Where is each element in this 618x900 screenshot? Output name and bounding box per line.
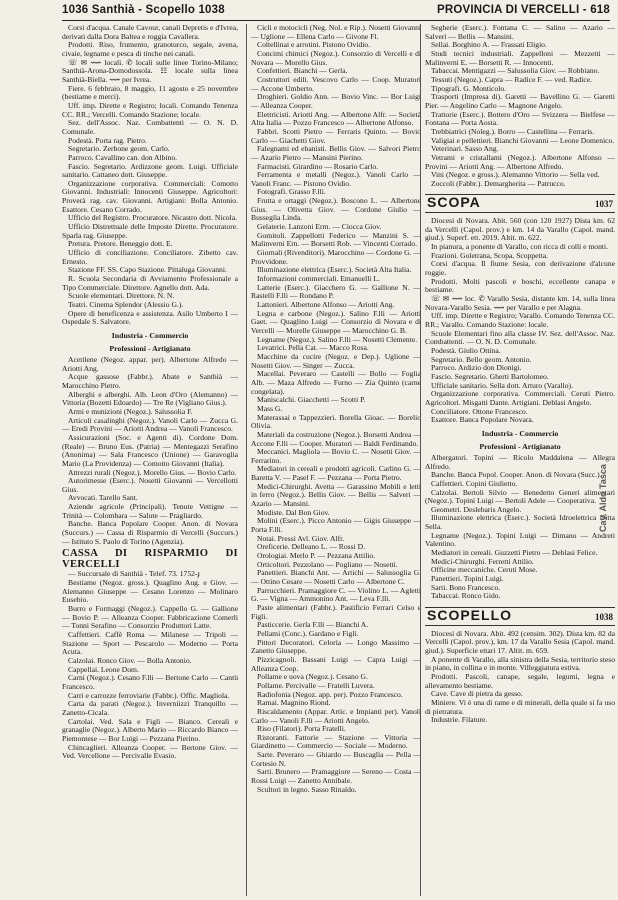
directory-entry: Sellai. Borghino A. — Frassati Eligio. [431,40,547,50]
directory-entry: Trattorie (Eserc.). Bottero d'Oro — Svizzera — Bielfese — Fontana — Porta Aosta. [425,109,615,128]
directory-entry: Tabaccai. Mentigazzi — Salussolia Giov. — Robbiano. [431,66,600,76]
directory-entry: Autorimesse (Eserc.). Nosetti Giovanni — Vercellotti Gius. [62,476,238,494]
directory-entry: Legname (Negoz.). Topini Luigi — Dimano — Andreti Valentino. [425,530,615,549]
directory-entry: Parroco. Ardizio don Dionigi. [431,363,522,373]
directory-entry: — Succursale di Santhià - Telef. 73. 1752-ɟ [68,569,200,579]
directory-entry: Riscaldamento (Appar. Artic. e Impianti per). Vanoli Carlo — Vanoli F.lli — Ariotti Angelo. [251,706,421,725]
directory-entry: Molini (Eserc.). Picco Antonio — Gigis Giuseppe — Porta F.lli. [251,516,421,535]
scopello-body [425,630,615,725]
directory-entry: Tipografi. G. Monticolo. [431,83,507,93]
directory-entry: Fiere. 6 febbraio, 8 maggio, 11 agosto e 25 novembre (bestiame e merci). [62,83,238,102]
directory-entry: Aziende agricole (Principali). Tenute Vettigne — Trinità — Colombara — Salute — Pragliardo. [62,502,238,520]
directory-entry: Segretario. Bello geom. Antonio. [431,354,532,364]
directory-entry: Parrucchieri. Pramaggiore C. — Violino L. — Agletti G. — Vigna — Ammonino Ant. — Leva F.lli. [251,585,421,604]
directory-entry: Conciliatore. Ottone Francesco. [431,406,528,416]
directory-entry: Teatri. Cinema Splendor (Alessio G.). [68,300,184,309]
directory-entry: Orologiai. Merlo P. — Pezzana Attilio. [257,551,376,561]
directory-entry: In pianura, a ponente di Varallo, con ricca di colli e monti. [431,242,608,252]
directory-entry: Panettieri. Topini Luigi. [431,574,504,584]
directory-entry: Pasticcerie. Gerla F.lli — Bianchi A. [257,620,369,630]
section-heading: Industria - Commercio [481,428,559,438]
directory-entry: Meccanici. Magliola — Bovio C. — Nosetti Giov. — Ferrarino. [251,447,421,465]
directory-entry: Frazioni. Goletrana, Scopa, Scoppetta. [431,250,549,260]
directory-entry: Costruttori edili. Vescovo Carlo — Coop. Muratori — Accone Umberto. [251,74,421,93]
directory-entry: Acque gassose (Fabbr.). Abate e Santhià — Marocchino Pietro. [62,372,238,390]
directory-entry: Valigiai e pellettieri. Bianchi Giovanni — Leone Domenico. [431,135,615,145]
directory-entry: Chincaglieri. Alleanza Cooper. — Bertone Giov. — Ved. Vercellone — Percivalle Evasio. [62,742,238,761]
section-heading: Industria - Commercio [111,330,189,340]
directory-entry: Burro e Formaggi (Negoz.). Cappello G. — Gallione — Bovio P. — Alleanza Cooper. Fabbricazione Comerli — Tonni Serafino — Consorzio Produttori Latte. [62,604,238,631]
directory-entry: Confettieri. Bianchi — Gerla. [257,66,348,76]
directory-entry: Droghieri. Goldio Ann. — Bovio Vinc. — Bor Luigi — Alleanza Cooper. [251,92,421,110]
directory-entry: Mediatori in cereali e prodotti agricoli. Carlino G. — Baretta V. — Pasel F. — Pezzana — Porta Pietro. [251,464,421,483]
directory-entry: Informazioni commerciali. Emanuelli L. [257,274,380,284]
directory-entry: Concimi chimici (Negoz.). Consorzio di Vercelli e di Novara — Morello Gius. [251,48,421,67]
directory-entry: Ferramenta e metalli (Negoz.). Vanoli Carlo — Vanoli Franc. — Pistono Ovidio. [251,170,421,188]
town-title-scopa: SCOPA [427,194,481,211]
column-3-list [425,24,615,188]
directory-entry: Banche. Banca Popolare Cooper. Anon. di Novara (Succurs.) — Cassa di Risparmio di Vercelli (Succurs.) — Istituto S. Paolo di Torino (Agenzia). [62,519,238,546]
directory-entry: Medici-Chirurghi. Ferretti Attilio. [431,556,534,566]
directory-entry: Macchine da cucire (Negoz. e Dep.). Uglione — Nosetti Giov. — Singer — Zucca. [251,351,421,370]
scopello-title-box [425,607,615,626]
directory-entry: Ristoranti. Fattorie — Stazione — Vittoria — Giardinetto — Commercio — Sociale — Moderno. [251,732,421,751]
directory-entry: Gelaterie. Lanzoni Erm. — Ciocca Giov. [257,222,382,232]
directory-entry: Studi tecnici industriali. Zappelloni — Mezzetti — Malinverni E. — Borsetti R. — Innocenti. [425,48,615,67]
directory-entry: Radiofonia (Negoz. app. per). Pozzo Francesco. [257,689,403,699]
scopa-list [425,454,615,601]
column-1 [62,24,238,896]
directory-entry: Cave. Cave di pietra da gesso. [431,689,523,699]
directory-entry: Frutta e ortaggi (Negoz.). Boscono L. — Albertone Gius. — Olivetta Giov. — Cordone Giulio — Busseglia Linda. [251,196,421,223]
directory-entry: ☏ ✉ ⟿ loc. ✆ Varallo Sesia, distante km. 14, sulla linea Novara-Varallo Sesia. ⟿ per Varallo e per Alagna. [425,294,615,312]
directory-entry: Vini (Negoz. e gross.). Alemanno Vittorio — Sella ved. [431,170,600,180]
directory-entry: Diocesi di Novara. Abit. 560 (con 120 1927) Dista km. 62 da Vercelli (Capol. prov.) e km. 14 da Varallo (Capol. mand. giud.). Superf. ett. 2019. Altit. m. 622. [425,216,615,243]
town-title-scopello: SCOPELLO [427,607,513,624]
scopa-body [425,217,615,425]
directory-entry: Fotografi. Grasso F.lli. [257,187,326,197]
directory-entry: Trebbiatrici (Noleg.). Borro — Castellina — Ferraris. [431,126,595,136]
directory-entry: Legname (Negoz.). Salino F.lli — Nosetti Clemente. [257,334,418,344]
directory-entry: Caffettieri. Copini Giulietto. [431,478,518,488]
directory-entry: Carri e carrozze ferroviarie (Fabbr.). Offic. Magliola. [68,690,230,700]
directory-entry: Sez. dell'Assoc. Naz. Combattenti — O. N. D. Comunale. [62,118,238,136]
directory-entry: Assicurazioni (Soc. e Agenti di). Cordone Dom. (Reale) — Bruno Eus. (Patria) — Mentegazzi Serafino (Anonima) — Sala Francesco (Unione) — Garavoglia Mario (La Providenza) — Comotto Giovanni (Italia). [62,432,238,468]
directory-entry: Pollame e uova (Negoz.). Cesano G. [257,672,368,682]
directory-entry: Corsi d'acqua. Canale Cavour, canali Depretis e d'Ivrea, derivati dalla Dora Baltea e roggia Cavallera. [62,24,238,41]
directory-entry: Pollame. Percivalle — Fratelli Luvera. [257,680,375,690]
directory-entry: Pellami (Conc.). Gardano e Figli. [257,628,359,638]
directory-entry: Geometri. Deslebaris Angelo. [431,504,522,514]
directory-entry: Cartolai. Ved. Sala e Figli — Bianco. Cereali e granaglie (Negoz.). Alberto Mario — Riccardo Bianco — Piemontese — Bor Luigi — Pezzana Pierino. [62,716,238,743]
scopa-title-box [425,194,615,213]
directory-entry: Organizzazione corporativa. Commerciali: Comotto Giovanni. Industriali: Innocenti Giuseppe. Agricoltori: Proverà rag. cav. Giovanni. Artigiani: Bolla Antonio. Esattore. Cesano Corrado. [62,178,238,214]
directory-entry: Ufficiale sanitario. Sella dott. Arturo (Varallo). [431,380,573,390]
directory-entry: Uff. imp. Dirette e Registro; Varallo. Comando Tenenza CC. RR.; Varallo. Comando Stazione: locale. [425,311,615,329]
directory-entry: Paste alimentari (Fabbr.). Pastificio Ferrari Celso e Figli. [251,602,421,621]
directory-entry: Pretura. Pretore. Beneggio dott. E. [68,239,173,249]
directory-entry: Notai. Pressi Avl. Giov. Alfr. [257,533,345,543]
column-3 [420,24,615,896]
directory-entry: Falegnami ed ebanisti. Bellis Giov. — Salvori Pietro — Azario Pietro — Mansini Pierino. [251,144,421,162]
directory-entry: Elettricisti. Ariotti Ang. — Albertone Alfr. — Società Alta Italia — Pozzo Francesco — Albertone Alfonso. [251,109,421,128]
directory-entry: Prodotti. Pascoli, canape, segale, legumi, legna e allevamento bestiame. [425,671,615,690]
directory-entry: Legna e carbone (Negoz.). Salino F.lli — Ariotti Gaet. — Quaglino Luigi — Consorzio di Novara e di Vercelli — Morelle Giuseppe — Marocchino G. B. [251,308,421,335]
directory-entry: ☏ ✉ ⟿ locali. ✆ locali sulle linee Torino-Milano; Santhià-Arona-Domodossola. ☷ locale sulla linea Santhià-Biella. ⟿ per Ivrea. [62,57,238,84]
directory-entry: Ufficio Distrettuale delle Imposte Dirette. Procuratore. Sparla rag. Giuseppe. [62,222,238,240]
directory-entry: Materassai e Tappezzieri. Borella Gioac. — Borelio Olivia. [251,412,421,431]
directory-entry: Scuole elementari. Direttore. N. N. [68,291,175,301]
directory-entry: Parroco. Cavallino can. don Albino. [68,152,178,162]
page-header [62,4,610,21]
directory-entry: Attrezzi rurali (Negoz.). Morello Gius. — Bovio Carlo. [68,467,237,477]
directory-entry: Tessuti (Negoz.). Capra — Radice F. — ved. Radice. [431,74,593,84]
directory-entry: Alberghi e alberghi. Alb. Leon d'Oro (Alemanno) — Vittoria (Bozetti Edoardo) — Tre Re (Vigliano Gius.). [62,389,238,408]
header-right: PROVINCIA DI VERCELLI - 618 [436,4,610,16]
directory-entry: Industrie. Filature. [431,715,488,725]
directory-entry: Illuminazione elettrica (Eserc.). Società Idroelettrica Ditta Sella. [425,513,615,532]
directory-entry: Illuminazione elettrica (Eserc.). Società Alta Italia. [257,265,412,275]
directory-entry: Podestà. Porta rag. Pietro. [68,135,147,145]
directory-entry: Prodotti. Riso, frumento, granoturco, segale, avena, civaie, legname e pesca di tinche nei canali. [62,40,238,58]
margin-stamp: Cav. Aldo Tasca [598,464,608,532]
directory-entry: Modiste. Dal Bon Giov. [257,507,330,517]
directory-entry: Carta da parati (Negoz.). Inverniizzi Tranquillo — Zanetto-Cicala. [62,699,238,717]
directory-entry: Trasporti (Impresa di). Garetti — Bavellino G. — Garetti Pier. — Angelino Carlo — Magnone Angelo. [425,92,615,110]
directory-entry: Avvocati. Tarello Sant. [68,493,138,503]
directory-entry: Esattore. Banca Popolare Novara. [431,415,534,425]
directory-entry: Calzolai. Ronco Giov. — Bolla Antonio. [68,655,192,665]
directory-entry: Uff. imp. Dirette e Registro; locali. Comando Tenenza CC. RR.; Vercelli. Comando Stazione; locale. [62,100,238,119]
town-number-scopa: 1037 [595,199,613,210]
directory-entry: Organizzazione corporativa. Commerciali. Ceruti Pietro. Agricoltori. Misgatti Dante. Artigiani. Deblasi Angelo. [425,389,615,407]
directory-entry: Latterie (Eserc.). Giacchero G. — Gallione N. — Rastelli F.lli — Rondano P. [251,282,421,301]
section-heading: Professioni - Artigianato [479,441,561,451]
directory-entry: Ufficio di conciliazione. Conciliatore. Zibetto cav. Ernesto. [62,248,238,266]
directory-entry: Veterinari. Sasso Ang. [431,144,499,154]
directory-entry: Tabaccai. Ronco Gido. [431,591,501,601]
directory-entry: Caffettieri. Caffè Roma — Milanese — Tripoli — Stazione — Sport — Pescarolo — Moderno — Porta Acuta. [62,630,238,657]
directory-entry: Scuole Elementari fino alla classe IV. Sez. dell'Assoc. Naz. Combattenti. — O. N. D. Comunale. [425,328,615,347]
directory-entry: Riso (Filatori). Porta Fratelli. [257,724,346,734]
directory-entry: Fabbri. Scotti Pietro — Ferraris Quinto. — Bovio Carlo — Giachetti Giov. [251,126,421,145]
directory-entry: Giornali (Rivenditori). Marocchino — Cordone G. — Provvidone. [251,248,421,266]
directory-entry: Acetilene (Negoz. appar. per). Albertone Alfredo — Ariotti Ang. [62,354,238,373]
directory-entry: Corsi d'acqua. Il fiume Sesia, con derivazione d'alcune roggie. [425,259,615,278]
directory-entry: Stazione FF. SS. Capo Stazione. Pittaluga Giovanni. [68,265,227,275]
directory-entry: Prodotti. Molti pascoli e boschi, eccellente canapa e bestiame. [425,276,615,295]
directory-entry: Medici-Chirurghi. Avetta — Garassino Mobili e letti in ferro (Negoz.). Bellis Giov. — Bellis — Salveri — Azario — Mansini. [251,481,421,509]
directory-entry: Sarte. Peveraro — Ghiardo — Buscaglia — Pella — Cortesio N. [251,750,421,768]
column-2 [246,24,421,896]
directory-entry: Bestiame (Negoz. gross.). Quaglino Aug. e Giov. — Alemanno Giuseppe — Cesano Lorenzo — Molinaro Eusebio. [62,578,238,605]
directory-entry: Cicli e motocicli (Neg. Nol. e Rip.). Nosetti Giovanni — Uglione — Ellena Carlo — Givone Fl. [251,24,421,41]
directory-entry: Podestà. Giulio Ottina. [431,345,501,355]
directory-entry: Pittori Decoratori. Celoria — Longo Massimo — Zanetto Giuseppe. [251,637,421,656]
directory-entry: Farmacisti. Girardino — Rosario Carlo. [257,161,379,171]
directory-entry: Mediatori in cereali. Guzzetti Pietro — Deblasi Felice. [431,548,598,558]
directory-entry: Albergatori. Topini — Ricolo Maddalena — Allegra Alfredo. [425,452,615,471]
directory-entry: R. Scuola Secondaria di Avviamento Professionale a Tipo Commerciale. Direttore. Agnello dott. Ada. [62,274,238,292]
directory-entry: Panettieri. Bianchi Ant. — Artichi — Salussoglia G. — Ottino Cesare — Nosetti Carlo — Albertone C. [251,568,421,586]
directory-entry: Cappellai. Leone Dom. [68,664,139,674]
directory-entry: Opere di beneficenza e assistenza. Asilo Umberto I — Ospedale S. Salvatore. [62,308,238,327]
directory-entry: Ufficio del Registro. Procuratore. Nicastro dott. Nicola. [68,213,237,223]
directory-entry: Segretario. Zerbone geom. Carlo. [68,144,170,154]
directory-entry: Scultori in legno. Sasso Rinaldo. [257,784,357,794]
directory-entry: Sarti. Brunero — Pramaggiore — Sereno — Costa — Rossi Luigi — Zanetto Annibale. [251,767,421,786]
directory-entry: Officine meccaniche. Ceruti Mose. [431,565,538,575]
section-heading: Professioni - Artigianato [109,343,191,353]
directory-entry: Gomitoli. Zappellotti Federico — Manzini S. — Malinverni Ern. — Borsetti Rob. — Vincenti Corrado. [251,230,421,249]
directory-entry: Orticoltori. Pezzolano — Pogliano — Nosetti. [257,559,398,569]
directory-entry: Articoli casalinghi (Negoz.). Vanoli Carlo — Zucca G. — Eredi Provini — Ariotti Andrea — Vanoli Francesco. [62,415,238,434]
directory-entry: Vetrami e cristallami (Negoz.). Albertone Alfonso — Provini — Ariotti Ang. — Albertone Alfredo. [425,152,615,171]
directory-entry: Banche. Banca Popol. Cooper. Anon. di Novara (Succ.). [431,470,602,480]
directory-entry: Segherie (Eserc.). Fontana C. — Salino — Azario — Salveri — Bellis — Mansini. [425,24,615,41]
directory-entry: Levatrici. Pella Cat. — Macco Rosa. [257,343,369,353]
directory-entry: Diocesi di Novara. Abit. 492 (censim. 302). Dista km. 82 da Vercelli (Capol. prov.), km. 17 da Varallo Sesia (Capol. mand. giud.). Superficie ettari 17. Altit. m. 659. [425,628,615,655]
directory-entry: Lattonieri. Albertone Alfonso — Ariotti Ang. [257,300,395,309]
directory-entry: Zoccoli (Fabbr.). Demargherita — Patrucco. [431,178,566,188]
directory-entry: Fascio. Segretario. Ardizzone geom. Luigi. Ufficiale sanitario. Cattaneo dott. Giuseppe. [62,161,238,180]
directory-entry: Coltellinai e arrotini. Pistono Ovidio. [257,40,371,50]
header-left: 1036 Santhià - Scopello 1038 [62,4,225,16]
directory-entry: Materiali da costruzione (Negoz.). Borsetti Andrea — Accone F.lli — Cooper. Muratori — Baldi Ferdinando. [251,429,421,448]
directory-entry: Ramai. Magnino Riond. [257,698,331,708]
directory-entry: Mass G. [257,403,283,413]
advertisement-heading: CASSA DI RISPARMIO DI VERCELLI [62,548,238,571]
directory-entry: Maniscalchi. Giacchetti — Scotti P. [257,395,366,405]
directory-entry: Pizzicagnoli. Bassani Luigi — Capra Luigi — Alleanza Coop. [251,654,421,673]
directory-entry: Calzolai. Bertoli Silvio — Benedetto Generi alimentari (Negoz.). Topini Luigi — Bertoli Adele — Cooperativa. [425,487,615,506]
directory-entry: A ponente di Varallo, alla sinistra della Sesia, territorio steso in piano, in collina e in monte. Villeggiatura estiva. [425,654,615,673]
directory-entry: Macellai. Peveraro — Castelli — Bollo — Foglia Alb. — Maza Alfredo — Furno — Zia Quinto (carne congelata). [251,369,421,396]
directory-entry: Sarti. Bono Francesco. [431,582,501,592]
directory-entry: Oreficerie. Delleano L. — Rossi D. [257,542,365,552]
directory-entry: Carni (Negoz.). Cesano F.lli — Bertone Carlo — Cantù Francesco. [62,673,238,691]
directory-entry: Armi e munizioni (Negoz.). Salussolia F. [68,406,193,416]
directory-entry: Fascio. Segretario. Gherti Bartolomeo. [431,371,549,381]
town-number-scopello: 1038 [595,612,613,623]
directory-entry: Miniere. Vi è una di rame e di minerali, della quale si fa uso di pietratura. [425,697,615,716]
